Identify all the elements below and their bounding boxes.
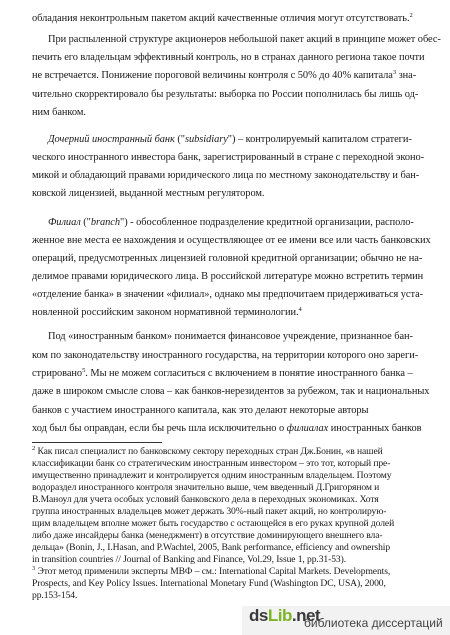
body-line: ход был бы оправдан, если бы речь шла исключительно о филиалах иностранных банков (32, 423, 422, 434)
body-line: обладания неконтрольным пакетом акций качественные отличия могут отсутствовать.$^2$ (32, 12, 413, 24)
footnote-line: либо даже инсайдеры банка (менеджмент) в отсутствие доминирующего внешнего вла- (32, 530, 383, 541)
dslib-logo: dsLib.net (249, 606, 321, 625)
body-line: женное вне места ее нахождения и осуществляющее от ее имени все или часть банковских (32, 235, 431, 246)
term-subsidiary-bank: Дочерний иностранный банк (48, 134, 175, 145)
body-line: ним банком. (32, 107, 86, 118)
footnote-line: Prospects, and Key Policy Issues. International Monetary Fund (Washington DC, USA), 2000, (32, 578, 386, 589)
footnote-line: группа иностранных владельцев может держать 30%-ный пакет акций, но контролирую- (32, 506, 387, 517)
body-line: Под «иностранным банком» понимается финансовое учреждение, признанное бан- (48, 331, 413, 342)
body-line: ческого иностранного инвестора банк, зарегистрированный в стране с переходной эконо- (32, 152, 425, 163)
footnote-line: in transition countries // Journal of Banking and Finance, Vol.29, Issue 1, pp.31-53). (32, 554, 346, 565)
body-line: банков с участием иностранного капитала, как это делают некоторые авторы (32, 405, 369, 416)
footnote-separator (32, 442, 162, 443)
body-line: микой и обладающий правами юридического лица по местному законодательству и бан- (32, 170, 420, 181)
footnote-line: дельца» (Bonin, J., I.Hasan, and P.Wachtel, 2005, Bank performance, efficiency and ownership (32, 542, 391, 553)
body-line: Филиал ("branch") - обособленное подразделение кредитной организации, располо- (48, 217, 414, 228)
footnote-line: классификации банк со стратегическим иностранным инвестором – это тот, который пре- (32, 458, 391, 469)
footnote-line: $^2$ Как писал специалист по банковскому сектору переходных стран Дж.Бонин, «в нашей (32, 445, 383, 457)
footnote-line: pp.153-154. (32, 590, 78, 601)
body-line: печить его владельцам эффективный контроль, но в странах данного региона такое почти (32, 52, 425, 63)
footnote-line: В.Маноул для учета особых условий банковского дела в переходных экономиках. Хотя (32, 494, 379, 505)
body-line: ком по законодательству иностранного государства, на территории которого оно зареги- (32, 350, 419, 361)
body-line: чительно скорректировало бы результаты: выборка по России пополнилась бы лишь од- (32, 89, 419, 100)
body-line: «отделение банка» в значении «филиал», однако мы предпочитаем придерживаться уста- (32, 289, 424, 300)
watermark-subtitle: библиотека диссертаций (304, 616, 443, 630)
body-line: ковской лицензией, выданной местным регулятором. (32, 188, 265, 199)
body-line: даже в широком смысле слова – как банков-нерезидентов за рубежом, так и национальных (32, 386, 430, 397)
body-line: не встречается. Понижение пороговой величины контроля с 50% до 40% капитала$^3$ зна- (32, 69, 417, 81)
footnote-line: имущественно принадлежит и контролируется одним иностранным владельцем. Поэтому (32, 470, 392, 481)
term-branch: Филиал (48, 217, 81, 228)
footnote-line: щим владельцем вполне может быть государство с остающейся в его руках крупной долей (32, 518, 395, 529)
body-line: делимое правами юридического лица. В российской литературе можно встретить термин (32, 271, 424, 282)
body-line: операций, предусмотренных лицензией головной кредитной организации; обычно не на- (32, 253, 423, 264)
body-line: При распыленной структуре акционеров небольшой пакет акций в принципе может обес- (48, 34, 441, 45)
footnote-line: водораздел иностранного контроля значительно выше, чем введенный Д.Григоряном и (32, 482, 380, 493)
body-line: стрировано$^5$. Мы не можем согласиться с включением в понятие иностранного банка – (32, 367, 413, 379)
footnote-line: $^3$ Этот метод применили эксперты МВФ – см.: International Capital Markets. Developments, (32, 565, 391, 577)
watermark-banner (242, 606, 450, 635)
body-line: Дочерний иностранный банк ("subsidiary") – контролируемый капиталом стратеги- (48, 134, 412, 145)
body-line: новленной российским законом нормативной терминологии.$^4$ (32, 306, 302, 318)
